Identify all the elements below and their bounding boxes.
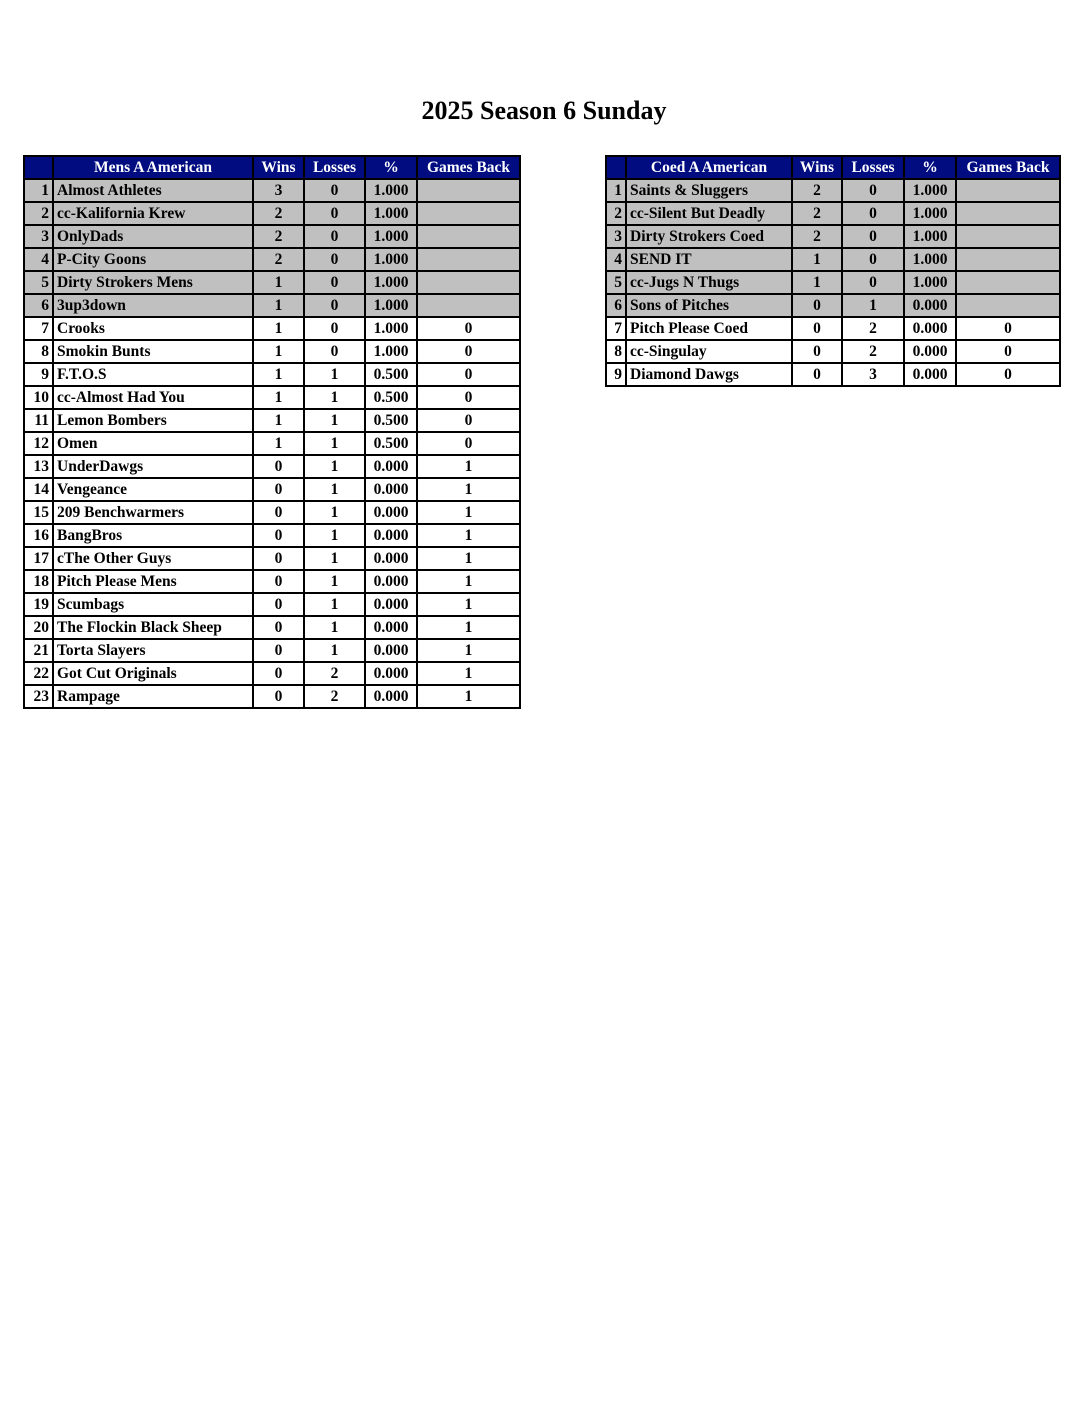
win-percent-cell: 0.000 xyxy=(365,501,417,524)
win-percent-cell: 0.000 xyxy=(365,639,417,662)
win-percent-cell: 1.000 xyxy=(365,340,417,363)
table-row xyxy=(24,478,520,501)
wins-cell: 1 xyxy=(253,386,304,409)
rank-cell: 20 xyxy=(24,616,53,639)
wins-cell: 0 xyxy=(792,294,842,317)
wins-cell: 0 xyxy=(253,547,304,570)
team-name-cell: cc-Almost Had You xyxy=(53,386,253,409)
team-name-cell: Got Cut Originals xyxy=(53,662,253,685)
table-row xyxy=(24,363,520,386)
win-percent-cell: 1.000 xyxy=(365,202,417,225)
games-back-cell: 0 xyxy=(417,409,520,432)
wins-cell: 0 xyxy=(253,662,304,685)
win-percent-cell: 1.000 xyxy=(365,225,417,248)
rank-cell: 6 xyxy=(24,294,53,317)
table-header-row xyxy=(24,156,520,179)
wins-cell: 1 xyxy=(253,294,304,317)
rank-cell: 3 xyxy=(606,225,626,248)
win-percent-cell: 1.000 xyxy=(904,202,956,225)
percent-column-header: % xyxy=(904,156,956,179)
games-back-cell: 1 xyxy=(417,478,520,501)
rank-cell: 8 xyxy=(606,340,626,363)
table-row xyxy=(24,501,520,524)
table-row xyxy=(24,593,520,616)
wins-cell: 1 xyxy=(253,340,304,363)
losses-cell: 2 xyxy=(304,662,365,685)
rank-cell: 3 xyxy=(24,225,53,248)
wins-cell: 0 xyxy=(253,478,304,501)
team-name-cell: cc-Singulay xyxy=(626,340,792,363)
games-back-column-header: Games Back xyxy=(417,156,520,179)
team-name-cell: cThe Other Guys xyxy=(53,547,253,570)
wins-cell: 0 xyxy=(792,317,842,340)
losses-cell: 1 xyxy=(304,547,365,570)
rank-cell: 19 xyxy=(24,593,53,616)
games-back-cell: 1 xyxy=(417,570,520,593)
games-back-cell xyxy=(956,248,1060,271)
games-back-cell: 1 xyxy=(417,455,520,478)
table-row xyxy=(24,179,520,202)
wins-cell: 0 xyxy=(253,639,304,662)
losses-cell: 0 xyxy=(304,202,365,225)
table-row xyxy=(24,547,520,570)
rank-cell: 15 xyxy=(24,501,53,524)
coed-a-american-standings-table xyxy=(605,155,1061,387)
team-name-cell: cc-Kalifornia Krew xyxy=(53,202,253,225)
games-back-cell xyxy=(417,248,520,271)
rank-cell: 12 xyxy=(24,432,53,455)
losses-cell: 1 xyxy=(304,478,365,501)
games-back-cell xyxy=(417,225,520,248)
losses-cell: 1 xyxy=(304,432,365,455)
table-row xyxy=(24,639,520,662)
table-row xyxy=(24,202,520,225)
win-percent-cell: 1.000 xyxy=(904,271,956,294)
games-back-cell: 0 xyxy=(956,317,1060,340)
games-back-cell: 1 xyxy=(417,685,520,708)
rank-cell: 14 xyxy=(24,478,53,501)
losses-cell: 1 xyxy=(304,639,365,662)
wins-cell: 0 xyxy=(253,593,304,616)
rank-cell: 5 xyxy=(606,271,626,294)
losses-cell: 0 xyxy=(304,317,365,340)
rank-cell: 11 xyxy=(24,409,53,432)
rank-cell: 7 xyxy=(606,317,626,340)
team-name-cell: Pitch Please Mens xyxy=(53,570,253,593)
table-row xyxy=(24,340,520,363)
rank-cell: 7 xyxy=(24,317,53,340)
games-back-cell: 1 xyxy=(417,501,520,524)
wins-cell: 0 xyxy=(792,363,842,386)
table-header-row xyxy=(606,156,1060,179)
team-name-cell: Saints & Sluggers xyxy=(626,179,792,202)
rank-cell: 16 xyxy=(24,524,53,547)
losses-cell: 0 xyxy=(842,179,904,202)
table-row xyxy=(606,248,1060,271)
rank-cell: 4 xyxy=(606,248,626,271)
games-back-cell xyxy=(417,271,520,294)
rank-cell: 18 xyxy=(24,570,53,593)
page-title: 2025 Season 6 Sunday xyxy=(421,96,667,125)
team-name-cell: cc-Jugs N Thugs xyxy=(626,271,792,294)
games-back-cell xyxy=(417,294,520,317)
wins-cell: 0 xyxy=(253,616,304,639)
win-percent-cell: 0.000 xyxy=(365,685,417,708)
win-percent-cell: 0.000 xyxy=(904,340,956,363)
rank-cell: 10 xyxy=(24,386,53,409)
wins-cell: 1 xyxy=(253,432,304,455)
rank-column-header xyxy=(24,156,53,179)
win-percent-cell: 1.000 xyxy=(904,179,956,202)
team-name-cell: The Flockin Black Sheep xyxy=(53,616,253,639)
losses-cell: 1 xyxy=(304,501,365,524)
losses-cell: 1 xyxy=(304,593,365,616)
wins-cell: 0 xyxy=(253,570,304,593)
games-back-cell: 0 xyxy=(417,317,520,340)
win-percent-cell: 1.000 xyxy=(365,317,417,340)
wins-cell: 1 xyxy=(792,271,842,294)
mens-a-american-standings-table xyxy=(23,155,521,709)
win-percent-cell: 0.000 xyxy=(904,294,956,317)
losses-cell: 0 xyxy=(304,225,365,248)
team-name-cell: SEND IT xyxy=(626,248,792,271)
win-percent-cell: 0.000 xyxy=(365,547,417,570)
table-row xyxy=(24,294,520,317)
table-row xyxy=(606,363,1060,386)
rank-column-header xyxy=(606,156,626,179)
wins-cell: 1 xyxy=(792,248,842,271)
games-back-cell: 0 xyxy=(417,432,520,455)
games-back-cell: 1 xyxy=(417,593,520,616)
wins-cell: 3 xyxy=(253,179,304,202)
wins-cell: 0 xyxy=(253,455,304,478)
table-row xyxy=(24,524,520,547)
wins-cell: 0 xyxy=(253,685,304,708)
win-percent-cell: 1.000 xyxy=(904,248,956,271)
table-row xyxy=(606,179,1060,202)
wins-cell: 0 xyxy=(253,524,304,547)
losses-cell: 2 xyxy=(842,317,904,340)
games-back-cell: 1 xyxy=(417,616,520,639)
losses-cell: 1 xyxy=(304,524,365,547)
team-name-cell: Smokin Bunts xyxy=(53,340,253,363)
wins-cell: 2 xyxy=(792,225,842,248)
team-name-cell: Torta Slayers xyxy=(53,639,253,662)
team-name-cell: Dirty Strokers Coed xyxy=(626,225,792,248)
win-percent-cell: 0.500 xyxy=(365,409,417,432)
team-name-cell: OnlyDads xyxy=(53,225,253,248)
table-row xyxy=(24,409,520,432)
team-name-cell: 3up3down xyxy=(53,294,253,317)
games-back-cell xyxy=(417,202,520,225)
games-back-cell: 1 xyxy=(417,662,520,685)
table-row xyxy=(24,685,520,708)
rank-cell: 2 xyxy=(24,202,53,225)
win-percent-cell: 0.500 xyxy=(365,432,417,455)
win-percent-cell: 0.000 xyxy=(365,570,417,593)
losses-column-header: Losses xyxy=(842,156,904,179)
losses-cell: 0 xyxy=(304,248,365,271)
team-name-cell: Crooks xyxy=(53,317,253,340)
team-name-cell: Almost Athletes xyxy=(53,179,253,202)
table-row xyxy=(24,616,520,639)
rank-cell: 1 xyxy=(24,179,53,202)
losses-cell: 1 xyxy=(842,294,904,317)
win-percent-cell: 1.000 xyxy=(365,271,417,294)
table-row xyxy=(606,340,1060,363)
table-row xyxy=(606,294,1060,317)
table-row xyxy=(24,432,520,455)
table-row xyxy=(24,570,520,593)
table-row xyxy=(24,271,520,294)
wins-cell: 2 xyxy=(253,225,304,248)
team-name-cell: BangBros xyxy=(53,524,253,547)
team-name-cell: F.T.O.S xyxy=(53,363,253,386)
team-name-cell: Lemon Bombers xyxy=(53,409,253,432)
games-back-cell: 0 xyxy=(417,340,520,363)
rank-cell: 9 xyxy=(606,363,626,386)
division-column-header: Mens A American xyxy=(53,156,253,179)
wins-cell: 1 xyxy=(253,317,304,340)
games-back-cell: 0 xyxy=(956,363,1060,386)
team-name-cell: Pitch Please Coed xyxy=(626,317,792,340)
rank-cell: 8 xyxy=(24,340,53,363)
team-name-cell: 209 Benchwarmers xyxy=(53,501,253,524)
table-row xyxy=(606,225,1060,248)
wins-column-header: Wins xyxy=(253,156,304,179)
losses-cell: 0 xyxy=(304,294,365,317)
losses-cell: 0 xyxy=(304,340,365,363)
games-back-cell: 1 xyxy=(417,639,520,662)
games-back-cell: 0 xyxy=(956,340,1060,363)
wins-cell: 2 xyxy=(253,202,304,225)
losses-cell: 1 xyxy=(304,455,365,478)
games-back-cell xyxy=(956,179,1060,202)
wins-cell: 0 xyxy=(253,501,304,524)
win-percent-cell: 1.000 xyxy=(365,294,417,317)
rank-cell: 23 xyxy=(24,685,53,708)
table-row xyxy=(24,248,520,271)
division-column-header: Coed A American xyxy=(626,156,792,179)
losses-cell: 0 xyxy=(842,202,904,225)
games-back-cell xyxy=(956,271,1060,294)
losses-cell: 0 xyxy=(842,271,904,294)
rank-cell: 17 xyxy=(24,547,53,570)
win-percent-cell: 0.500 xyxy=(365,363,417,386)
wins-column-header: Wins xyxy=(792,156,842,179)
rank-cell: 6 xyxy=(606,294,626,317)
win-percent-cell: 1.000 xyxy=(904,225,956,248)
win-percent-cell: 0.000 xyxy=(365,478,417,501)
table-row xyxy=(24,225,520,248)
table-row xyxy=(606,202,1060,225)
losses-cell: 0 xyxy=(842,248,904,271)
games-back-cell xyxy=(956,294,1060,317)
percent-column-header: % xyxy=(365,156,417,179)
losses-cell: 2 xyxy=(842,340,904,363)
rank-cell: 13 xyxy=(24,455,53,478)
wins-cell: 2 xyxy=(792,202,842,225)
losses-cell: 0 xyxy=(304,179,365,202)
losses-cell: 1 xyxy=(304,363,365,386)
losses-column-header: Losses xyxy=(304,156,365,179)
win-percent-cell: 0.000 xyxy=(365,524,417,547)
losses-cell: 1 xyxy=(304,409,365,432)
win-percent-cell: 1.000 xyxy=(365,179,417,202)
rank-cell: 9 xyxy=(24,363,53,386)
games-back-cell xyxy=(956,202,1060,225)
table-row xyxy=(606,271,1060,294)
losses-cell: 0 xyxy=(304,271,365,294)
team-name-cell: UnderDawgs xyxy=(53,455,253,478)
losses-cell: 1 xyxy=(304,570,365,593)
games-back-cell xyxy=(956,225,1060,248)
losses-cell: 0 xyxy=(842,225,904,248)
losses-cell: 2 xyxy=(304,685,365,708)
losses-cell: 3 xyxy=(842,363,904,386)
wins-cell: 2 xyxy=(253,248,304,271)
games-back-cell: 1 xyxy=(417,524,520,547)
win-percent-cell: 0.000 xyxy=(365,616,417,639)
win-percent-cell: 0.000 xyxy=(365,455,417,478)
team-name-cell: P-City Goons xyxy=(53,248,253,271)
team-name-cell: Sons of Pitches xyxy=(626,294,792,317)
rank-cell: 4 xyxy=(24,248,53,271)
team-name-cell: Omen xyxy=(53,432,253,455)
wins-cell: 0 xyxy=(792,340,842,363)
win-percent-cell: 0.000 xyxy=(904,317,956,340)
rank-cell: 22 xyxy=(24,662,53,685)
rank-cell: 5 xyxy=(24,271,53,294)
losses-cell: 1 xyxy=(304,386,365,409)
rank-cell: 1 xyxy=(606,179,626,202)
rank-cell: 2 xyxy=(606,202,626,225)
wins-cell: 1 xyxy=(253,363,304,386)
team-name-cell: Dirty Strokers Mens xyxy=(53,271,253,294)
win-percent-cell: 0.000 xyxy=(904,363,956,386)
team-name-cell: Diamond Dawgs xyxy=(626,363,792,386)
games-back-cell: 0 xyxy=(417,386,520,409)
wins-cell: 1 xyxy=(253,409,304,432)
wins-cell: 1 xyxy=(253,271,304,294)
table-row xyxy=(606,317,1060,340)
losses-cell: 1 xyxy=(304,616,365,639)
win-percent-cell: 0.000 xyxy=(365,662,417,685)
wins-cell: 2 xyxy=(792,179,842,202)
team-name-cell: Scumbags xyxy=(53,593,253,616)
games-back-column-header: Games Back xyxy=(956,156,1060,179)
table-row xyxy=(24,455,520,478)
rank-cell: 21 xyxy=(24,639,53,662)
team-name-cell: Rampage xyxy=(53,685,253,708)
team-name-cell: cc-Silent But Deadly xyxy=(626,202,792,225)
win-percent-cell: 0.500 xyxy=(365,386,417,409)
games-back-cell: 0 xyxy=(417,363,520,386)
table-row xyxy=(24,317,520,340)
games-back-cell xyxy=(417,179,520,202)
games-back-cell: 1 xyxy=(417,547,520,570)
win-percent-cell: 0.000 xyxy=(365,593,417,616)
table-row xyxy=(24,662,520,685)
table-row xyxy=(24,386,520,409)
win-percent-cell: 1.000 xyxy=(365,248,417,271)
team-name-cell: Vengeance xyxy=(53,478,253,501)
